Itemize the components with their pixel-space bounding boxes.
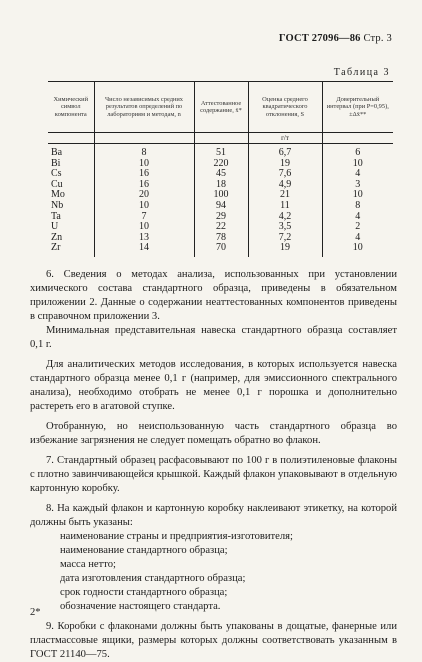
paragraph-unused: Отобранную, но неиспользованную часть стандартного образца во избежание загрязнения не следует помещать обратно во флакон. (30, 421, 397, 446)
paragraph-7: 7. Стандартный образец расфасовывают по 100 г в полиэтиленовые флаконы с плотно завинчивающейся крышкой. Каждый флакон упаковывают в отдельную картонную коробку. (30, 455, 397, 494)
table-cell: 10 (322, 159, 393, 170)
table-cell: 45 (194, 169, 248, 180)
table-cell: 51 (194, 144, 248, 159)
header-interval: Доверительный интервал (при P=0,95), ±Δx̄** (322, 82, 393, 133)
table-cell: 19 (248, 243, 322, 257)
table-cell: 16 (94, 180, 194, 191)
list-item: дата изготовления стандартного образца; (60, 573, 246, 584)
header-symbol: Химический символ компонента (48, 82, 94, 133)
table-cell: 4 (322, 169, 393, 180)
standard-number: ГОСТ 27096—86 (278, 33, 361, 44)
paragraph-methods: Для аналитических методов исследования, в которых используется навеска стандартного образца менее 0,1 г (например, для эмиссионного спектрального анализа), необходимо отобрать не менее 0,1 г порошка и дополнительно растереть его в агатовой ступке. (30, 359, 397, 412)
table-cell: 3,5 (248, 222, 322, 233)
paragraph-6: 6. Сведения о методах анализа, использованных при установлении химического состава стандартного образца, приведены в обязательном приложении 2. Данные о содержании неаттестованных компонентов приведены в справочном приложении 3. (30, 269, 397, 322)
data-table-container (48, 81, 393, 257)
table-cell: 18 (194, 180, 248, 191)
list-item: обозначение настоящего стандарта. (60, 601, 221, 612)
table-cell: Cu (51, 178, 63, 190)
paragraph-sample-mass: Минимальная представительная навеска стандартного образца составляет 0,1 г. (30, 325, 397, 350)
table-row (48, 201, 393, 212)
list-item: масса нетто; (60, 559, 116, 570)
table-cell: 29 (194, 212, 248, 223)
table-cell: Ta (51, 210, 61, 222)
table-cell: Bi (51, 157, 61, 169)
table-cell: Mo (51, 189, 65, 201)
table-cell: 4 (322, 233, 393, 244)
table-cell: 6,7 (248, 144, 322, 159)
table-cell: 10 (94, 159, 194, 170)
table-cell: Zn (51, 231, 63, 243)
list-item: наименование стандартного образца; (60, 545, 228, 556)
table-cell: 21 (248, 190, 322, 201)
table-cell: 19 (248, 159, 322, 170)
table-cell: 7,2 (248, 233, 322, 244)
table-cell: Ba (51, 147, 63, 158)
table-cell: 13 (94, 233, 194, 244)
table-cell: 78 (194, 233, 248, 244)
table-cell: 20 (94, 190, 194, 201)
paragraph-8: 8. На каждый флакон и картонную коробку наклеивают этикетку, на которой должны быть указаны: (30, 503, 397, 528)
page-number: Стр. 3 (363, 33, 392, 44)
data-table (48, 81, 393, 257)
page-header (279, 33, 392, 44)
table-cell: 14 (94, 243, 194, 257)
table-cell: Zr (51, 242, 61, 254)
table-cell: 8 (322, 201, 393, 212)
table-cell: 7,6 (248, 169, 322, 180)
table-cell: 8 (94, 144, 194, 159)
table-cell: 220 (194, 159, 248, 170)
table-cell: 3 (322, 180, 393, 191)
table-cell: 2 (322, 222, 393, 233)
table-cell: 11 (248, 201, 322, 212)
table-cell: 70 (194, 243, 248, 257)
list-item: наименование страны и предприятия-изготовителя; (60, 531, 293, 542)
table-cell: 10 (322, 243, 393, 257)
page-footer-mark: 2* (30, 607, 41, 618)
header-count: Число независимых средних результатов определений по лабораториям и методам, n (94, 82, 194, 133)
table-cell: 10 (94, 222, 194, 233)
table-cell: 100 (194, 190, 248, 201)
table-cell: 7 (94, 212, 194, 223)
table-cell: 6 (322, 144, 393, 159)
document-body (30, 268, 397, 662)
table-cell: 94 (194, 201, 248, 212)
table-cell: 4,9 (248, 180, 322, 191)
table-body (48, 144, 393, 257)
table-header-row (48, 82, 393, 133)
header-certified: Аттестованное содержание, x̄* (194, 82, 248, 133)
table-cell: Cs (51, 168, 62, 180)
table-row (48, 144, 393, 159)
table-caption: Таблица 3 (333, 67, 390, 78)
units-row (48, 133, 393, 144)
table-cell: 10 (322, 190, 393, 201)
header-deviation: Оценка среднего квадратического отклонения, S (248, 82, 322, 133)
table-row (48, 243, 393, 257)
list-item: срок годности стандартного образца; (60, 587, 228, 598)
table-cell: U (51, 221, 59, 233)
table-cell: 4 (322, 212, 393, 223)
paragraph-9: 9. Коробки с флаконами должны быть упакованы в дощатые, фанерные или пластмассовые ящики, размеры которых должны соответствовать указанным в ГОСТ 21140—75. (30, 621, 397, 660)
table-cell: 22 (194, 222, 248, 233)
table-cell: 4,2 (248, 212, 322, 223)
units-label: г/т (248, 133, 322, 144)
table-cell: 16 (94, 169, 194, 180)
table-cell: 10 (94, 201, 194, 212)
table-cell: Nb (51, 199, 64, 211)
